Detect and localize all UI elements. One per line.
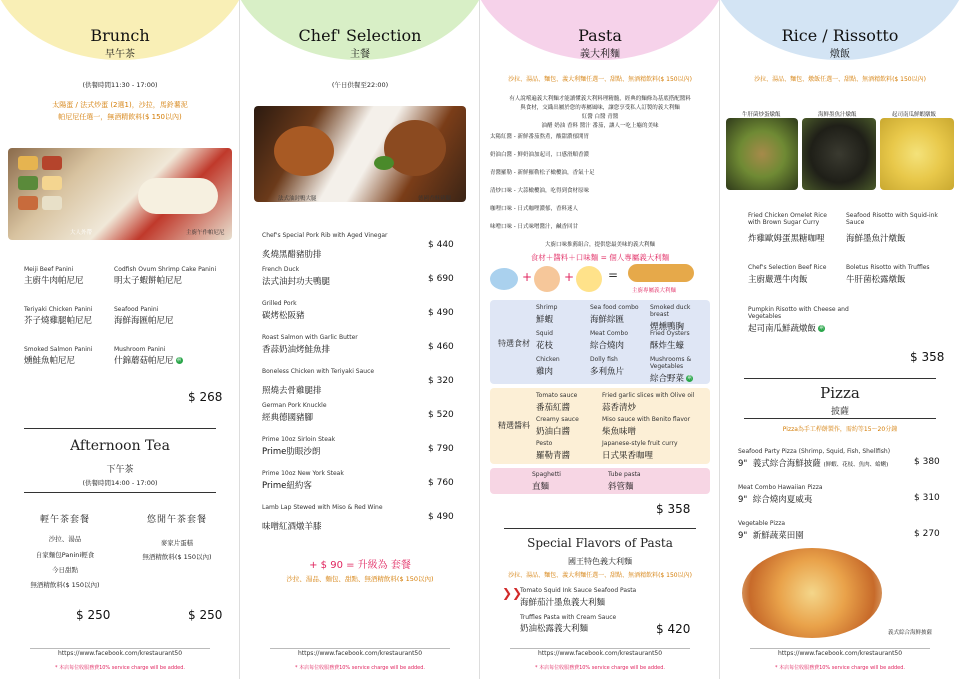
afternoon-set2-line: 麥家片蛋糕 — [160, 539, 194, 547]
chef-photo — [254, 106, 466, 202]
chef-item-price: $ 760 — [428, 478, 454, 488]
footer-url[interactable]: https://www.facebook.com/krestaurant50 — [777, 650, 903, 657]
chef-upgrade: + $ 90 = 升級為 套餐 — [309, 560, 411, 571]
equals-icon: = — [608, 268, 619, 282]
special-price: $ 420 — [656, 622, 691, 636]
chef-item-price: $ 320 — [428, 376, 454, 386]
pizza-photo — [742, 548, 882, 638]
chef-item-price: $ 690 — [428, 274, 454, 284]
brunch-photo-caption-right: 主廚午作帕尼尼 — [186, 230, 225, 236]
afternoon-price-1: $ 250 — [76, 608, 111, 622]
pasta-flavor-line: 青醬羅勒 - 新鮮羅勒松子橄欖油，香氣十足 — [490, 170, 595, 176]
chef-item-price: $ 790 — [428, 444, 454, 454]
special-desc: 沙拉、湯品、麵包、義大利麵任選一、甜點、無酒精飲料($ 150以內) — [508, 572, 692, 579]
footer-note: * 本店每位收服務費10% service charge will be added. — [534, 665, 666, 671]
vegetarian-icon: 素 — [687, 375, 693, 381]
rice-price: $ 358 — [910, 350, 945, 364]
chef-item-price: $ 490 — [428, 512, 454, 522]
brunch-photo — [8, 148, 232, 240]
chef-item-price: $ 440 — [428, 240, 454, 250]
afternoon-title: Afternoon Tea — [70, 438, 170, 454]
pizza-divider-bottom — [744, 418, 936, 419]
footer-divider — [510, 648, 690, 649]
pasta-flavor-line: 咖哩口味 - 日式咖哩濃郁，香料迷人 — [490, 206, 578, 212]
brunch-column: Brunch 早午茶 (供餐時間11:30 - 17:00) 太陽蛋 / 法式炒蛋 (2選1)，沙拉，馬鈴薯泥 帕尼尼任選一，無酒精飲料($ 150以內) 大人外帶 主廚午作帕尼尼 Meiji Beef Panini 主廚牛肉帕尼尼 Codfish Ovum Shrimp Cake Panini 明太子蝦餅帕尼尼 Teriyaki Chicken Panini 芥子燒雞腿帕尼尼 Seafood Panini 海鮮海匯帕尼尼 Smoked Salmon Panini 燻鮭魚帕尼尼 Mushroom Panini 什錦蘑菇帕尼尼 素 $ 268 Afternoon Tea 下午茶 (供餐時間14:00 - 17:00) 輕午茶套餐 沙拉、湯品 自家麵包Panini輕食 今日甜點 無酒精飲料($ 150以內) 悠閒午茶套餐 麥家片蛋糕 無酒精飲料($ 150以內) $ 250 $ 250 https://www.facebook.com/krestaurant50 * 本店每位收服務費10% service charge will be added. — [0, 0, 240, 679]
pasta-title: Pasta — [578, 26, 622, 45]
special-title: Special Flavors of Pasta — [527, 536, 673, 550]
chef-column: Chef' Selection 主餐 (午日供餐至22:00) 法式油封鴨大腿 德國香酥豬腳 Chef's Special Pork Rib with Aged Vinegar 炙燒黑醋豬肋排 $ 440 French Duck 法式油封功夫鴨腿 $ 690 Grilled Pork 碳烤松阪豬 $ 490 Roast Salmon with Garlic Butter 香蒜奶油烤鮭魚排 $ 460 Boneless Chicken with Teriyaki Sauce 照燒去骨雞腿排 $ 320 German Pork Knuckle 經典德國豬腳 $ 520 Prime 10oz Sirloin Steak Prime肋眼沙朗 $ 790 Prime 10oz New York Steak Prime紐約客 $ 760 Lamb Lap Stewed with Miso & Red Wine 味噌紅酒燉羊膝 $ 490 + $ 90 = 升級為 套餐 沙拉、湯品、麵包、甜點、無酒精飲料($ 150以內) https://www.facebook.com/krestaurant50 * 本店每位收服務費10% service charge will be added. — [240, 0, 480, 679]
pasta-flavor-line: 清炒口味 - 大蒜橄欖油，吃得到食材原味 — [490, 188, 589, 194]
pasta-subtitle: 義大利麵 — [580, 49, 620, 60]
rice-photo-caption: 起司南瓜鮮蝦燉飯 — [892, 112, 937, 118]
footer-divider — [30, 648, 210, 649]
rice-column: Rice / Rissotto 燉飯 沙拉、湯品、麵包、燉飯任選一、甜點、無酒精飲料($ 150以內) 牛肝菌炒蛋燉飯 海鮮墨魚汁燉飯 起司南瓜鮮蝦燉飯 Fried Chicken Omelet Rice with Brown Sugar Curry 炸雞歐姆蛋黑糖咖哩 Seafood Risotto with Squid-ink Sauce 海鮮墨魚汁燉飯 Chef's Selection Beef Rice 主廚嚴選牛肉飯 Boletus Risotto with Truffles 牛肝菌松露燉飯 Pumpkin Risotto with Cheese and Vegetables 起司南瓜鮮蔬燉飯 素 $ 358 Pizza 披薩 Pizza為手工桿餅製作，需約等15～20分鐘 Seafood Party Pizza (Shrimp, Squid, Fish, Shellfish) 9" 義式綜合海鮮披薩 (鮮蝦、花枝、魚肉、蛤蜊) $ 380 Meat Combo Hawaiian Pizza 9" 綜合燒肉夏威夷 $ 310 Vegetable Pizza 9" 新鮮蔬菜田園 $ 270 義式綜合海鮮披薩 https://www.facebook.com/krestaurant50 * 本店每位收服務費10% service charge will be added. — [720, 0, 960, 679]
afternoon-set1-line: 沙拉、湯品 — [48, 535, 82, 543]
afternoon-set2-title: 悠閒午茶套餐 — [146, 515, 207, 525]
pasta-set-desc: 沙拉、湯品、麵包、義大利麵任選一、甜點、無酒精飲料($ 150以內) — [508, 76, 692, 83]
afternoon-hours: (供餐時間14:00 - 17:00) — [82, 479, 158, 487]
vegetarian-icon: 素 — [819, 325, 825, 331]
chef-item-price: $ 460 — [428, 342, 454, 352]
pasta-intro-line: 油醋 奶油 香料 醬汁 番茄，讓人一吃上癮的美味 — [541, 123, 659, 129]
afternoon-divider-top — [24, 428, 216, 429]
afternoon-set1-title: 輕午茶套餐 — [39, 515, 90, 525]
brunch-price: $ 268 — [188, 390, 223, 404]
pasta-flavor-line: 奶油白醬 - 鮮奶油加起司，口感滑順香濃 — [490, 152, 589, 158]
rice-photo — [802, 118, 876, 190]
brunch-desc-2: 帕尼尼任選一，無酒精飲料($ 150以內) — [58, 113, 182, 121]
afternoon-set1-line: 今日甜點 — [52, 566, 78, 574]
rice-photo-caption: 海鮮墨魚汁燉飯 — [818, 112, 857, 118]
brunch-title: Brunch — [90, 26, 150, 45]
pasta-intro-line: 與食材，交織出屬於您的專屬風味，讓您享受私人訂製的義大利麵 — [520, 105, 680, 111]
fish-icon — [490, 268, 518, 290]
footer-divider — [270, 648, 450, 649]
plus-icon: + — [522, 270, 533, 284]
chef-title: Chef' Selection — [298, 26, 422, 45]
chili-icon: ❯❯ — [502, 586, 523, 600]
chef-item-price: $ 490 — [428, 308, 454, 318]
chef-upgrade-desc: 沙拉、湯品、麵包、甜點、無酒精飲料($ 150以內) — [286, 575, 434, 583]
pasta-flavor-line: 大廚口味推薦組合，提供您最美味的義大利麵 — [544, 242, 655, 248]
sauces-label: 精選醬料 — [498, 421, 530, 430]
footer-url[interactable]: https://www.facebook.com/krestaurant50 — [57, 650, 183, 657]
footer-note: * 本店每位收服務費10% service charge will be added. — [294, 665, 426, 671]
rice-subtitle: 燉飯 — [830, 49, 850, 60]
chef-photo-caption-right: 德國香酥豬腳 — [418, 196, 452, 202]
rice-photo-caption: 牛肝菌炒蛋燉飯 — [742, 112, 781, 118]
afternoon-subtitle: 下午茶 — [106, 465, 134, 475]
ingredients-label: 特選食材 — [498, 339, 530, 348]
pasta-flavor-line: 太陽紅醬 - 新鮮番茄熬煮，酸甜濃郁開胃 — [490, 134, 589, 140]
pasta-formula: 食材＋醬料＋口味麵 = 個人專屬義大利麵 — [530, 253, 670, 262]
special-divider — [504, 528, 696, 529]
pasta-intro-line: 紅醬 白醬 青醬 — [581, 114, 619, 120]
noodle-icon — [576, 266, 602, 292]
pizza-title: Pizza — [820, 384, 860, 402]
chef-subtitle: 主餐 — [350, 49, 370, 60]
rice-photo — [880, 118, 954, 190]
pasta-price: $ 358 — [656, 502, 691, 516]
chef-photo-caption-left: 法式油封鴨大腿 — [278, 196, 317, 202]
afternoon-divider-bottom — [24, 492, 216, 493]
chef-item-price: $ 520 — [428, 410, 454, 420]
pasta-intro-line: 有人說嚐遍義大利麵才能讀懂義大利料理精髓，經典的麵條為基底搭配醬料 — [509, 96, 691, 102]
afternoon-set1-line: 自家麵包Panini輕食 — [35, 551, 95, 559]
afternoon-set1-line: 無酒精飲料($ 150以內) — [30, 581, 100, 589]
rice-title: Rice / Rissotto — [781, 26, 899, 45]
pizza-desc: Pizza為手工桿餅製作，需約等15～20分鐘 — [782, 426, 898, 433]
vegetarian-icon: 素 — [176, 357, 182, 363]
pizza-subtitle: 披薩 — [830, 407, 849, 417]
pasta-column: Pasta 義大利麵 沙拉、湯品、麵包、義大利麵任選一、甜點、無酒精飲料($ 150以內) 有人說嚐遍義大利麵才能讀懂義大利料理精髓，經典的麵條為基底搭配醬料 與食材，交織出屬於您的專屬風味，讓您享受私人訂製的義大利麵 紅醬 白醬 青醬 油醋 奶油 香料 醬汁 番茄，讓人一吃上癮的美味 太陽紅醬 - 新鮮番茄熬煮，酸甜濃郁開胃 奶油白醬 - 鮮奶油加起司，口感滑順香濃 青醬羅勒 - 新鮮羅勒松子橄欖油，香氣十足 清炒口味 - 大蒜橄欖油，吃得到食材原味 咖哩口味 - 日式咖哩濃郁，香料迷人 味噌口味 - 日式味噌醬汁，鹹香回甘 大廚口味推薦組合，提供您最美味的義大利麵 食材＋醬料＋口味麵 = 個人專屬義大利麵 + + = 主廚專屬義大利麵 特選食材 Shrimp 鮮蝦 Sea food combo 海鮮綜匯 Smoked duck breast 煙燻鴨胸 Squid 花枝 Meat Combo 綜合燒肉 Fried Oysters 酥炸生蠔 Chicken 雞肉 Dolly fish 多利魚片 Mushrooms & Vegetables 綜合野菜 素 精選醬料 Tomato sauce 番茄紅醬 Fried garlic slices with Olive oil 蒜香清炒 Creamy sauce 奶油白醬 Miso sauce with Benito flavor 柴魚味噌 Pesto 羅勒青醬 Japanese-style fruit curry 日式果香咖哩 Spaghetti 直麵 Tube pasta 斜管麵 $ 358 Special Flavors of Pasta 國王特色義大利麵 沙拉、湯品、麵包、義大利麵任選一、甜點、無酒精飲料($ 150以內) ❯❯ Tomato Squid Ink Sauce Seafood Pasta 海鮮茄汁墨魚義大利麵 Truffles Pasta with Cream Sauce 奶油松露義大利麵 $ 420 https://www.facebook.com/krestaurant50 * 本店每位收服務費10% service charge will be added. — [480, 0, 720, 679]
plus-icon: + — [564, 270, 575, 284]
pizza-divider-top — [744, 378, 936, 379]
pasta-flavor-line: 味噌口味 - 日式味噌醬汁，鹹香回甘 — [490, 224, 578, 230]
pan-icon — [628, 264, 694, 282]
rice-photo — [726, 118, 798, 190]
brunch-desc-1: 太陽蛋 / 法式炒蛋 (2選1)，沙拉，馬鈴薯泥 — [52, 101, 188, 109]
afternoon-set2-line: 無酒精飲料($ 150以內) — [142, 553, 212, 561]
rice-desc: 沙拉、湯品、麵包、燉飯任選一、甜點、無酒精飲料($ 150以內) — [754, 76, 926, 83]
formula-badge: 主廚專屬義大利麵 — [632, 288, 677, 294]
chef-hours: (午日供餐至22:00) — [331, 81, 389, 89]
brunch-subtitle: 早午茶 — [105, 49, 135, 60]
afternoon-price-2: $ 250 — [188, 608, 223, 622]
footer-divider — [750, 648, 930, 649]
footer-url[interactable]: https://www.facebook.com/krestaurant50 — [537, 650, 663, 657]
brunch-photo-caption-left: 大人外帶 — [70, 230, 93, 236]
footer-note: * 本店每位收服務費10% service charge will be added. — [54, 665, 186, 671]
noodles-box — [490, 468, 710, 494]
brunch-hours: (供餐時間11:30 - 17:00) — [82, 81, 158, 89]
pizza-photo-caption: 義式綜合海鮮披薩 — [888, 630, 933, 636]
footer-note: * 本店每位收服務費10% service charge will be added. — [774, 665, 906, 671]
footer-url[interactable]: https://www.facebook.com/krestaurant50 — [297, 650, 423, 657]
special-subtitle: 國王特色義大利麵 — [568, 557, 632, 566]
sauce-icon — [534, 266, 560, 292]
